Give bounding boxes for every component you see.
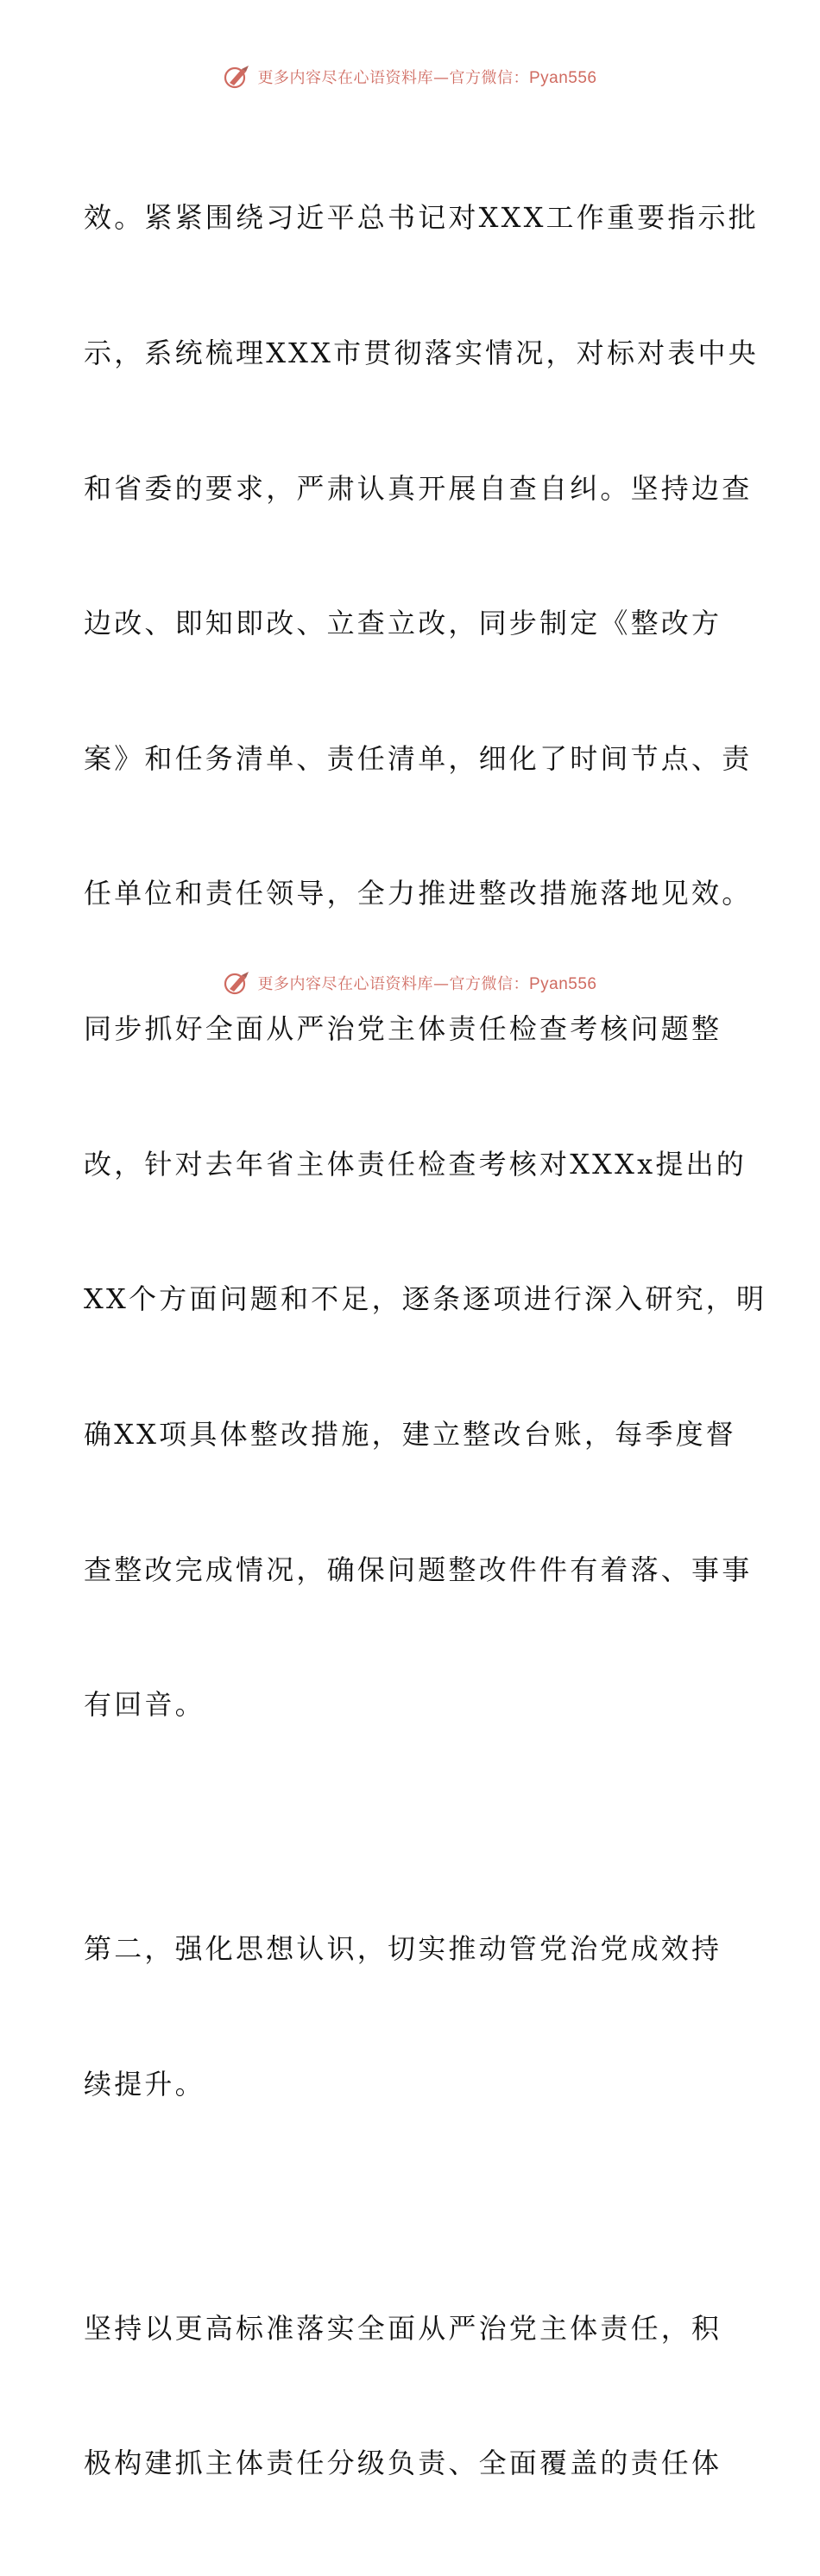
text-line: 确XX项具体整改措施，建立整改台账，每季度督 — [84, 1417, 736, 1451]
paragraph-1 — [84, 105, 767, 1817]
text-line: 极构建抓主体责任分级负责、全面覆盖的责任体 — [84, 2447, 722, 2480]
watermark-cn: 更多内容尽在心语资料库—官方微信： — [257, 69, 529, 87]
paragraph-2-heading — [84, 1836, 740, 2197]
paragraph-spacer — [84, 1817, 740, 1836]
text-line: XX个方面问题和不足，逐条逐项进行深入研究，明 — [84, 1282, 767, 1316]
text-line: 有回音。 — [84, 1688, 205, 1722]
pen-logo-icon — [223, 64, 252, 90]
footer-watermark — [0, 970, 820, 996]
text-line: 示，系统梳理XXX市贯彻落实情况，对标对表中央 — [84, 337, 759, 370]
text-line: 同步抓好全面从严治党主体责任检查考核问题整 — [84, 1012, 722, 1046]
paragraph-spacer — [84, 2196, 740, 2215]
watermark-text — [257, 972, 596, 994]
watermark-id: Pyan556 — [528, 975, 597, 993]
watermark-text — [257, 66, 596, 88]
watermark-cn: 更多内容尽在心语资料库—官方微信： — [257, 975, 529, 993]
text-line: 查整改完成情况，确保问题整改件件有着落、事事 — [84, 1553, 753, 1586]
text-line: 任单位和责任领导，全力推进整改措施落地见效。 — [84, 877, 753, 910]
text-line: 续提升。 — [84, 2067, 205, 2100]
paragraph-3 — [84, 2215, 740, 2576]
text-line: 坚持以更高标准落实全面从严治党主体责任，积 — [84, 2311, 722, 2345]
body-text — [84, 105, 767, 2576]
text-line: 第二，强化思想认识，切实推动管党治党成效持 — [84, 1932, 722, 1966]
text-line: 效。紧紧围绕习近平总书记对XXX工作重要指示批 — [84, 201, 759, 235]
text-line: 边改、即知即改、立查立改，同步制定《整改方 — [84, 607, 722, 640]
text-line: 和省委的要求，严肃认真开展自查自纠。坚持边查 — [84, 471, 753, 505]
pen-logo-icon — [223, 970, 252, 996]
text-line: 案》和任务清单、责任清单，细化了时间节点、责 — [84, 741, 753, 775]
watermark-id: Pyan556 — [528, 69, 597, 87]
header-watermark — [0, 64, 820, 90]
text-line: 改，针对去年省主体责任检查考核对XXXx提出的 — [84, 1147, 747, 1181]
